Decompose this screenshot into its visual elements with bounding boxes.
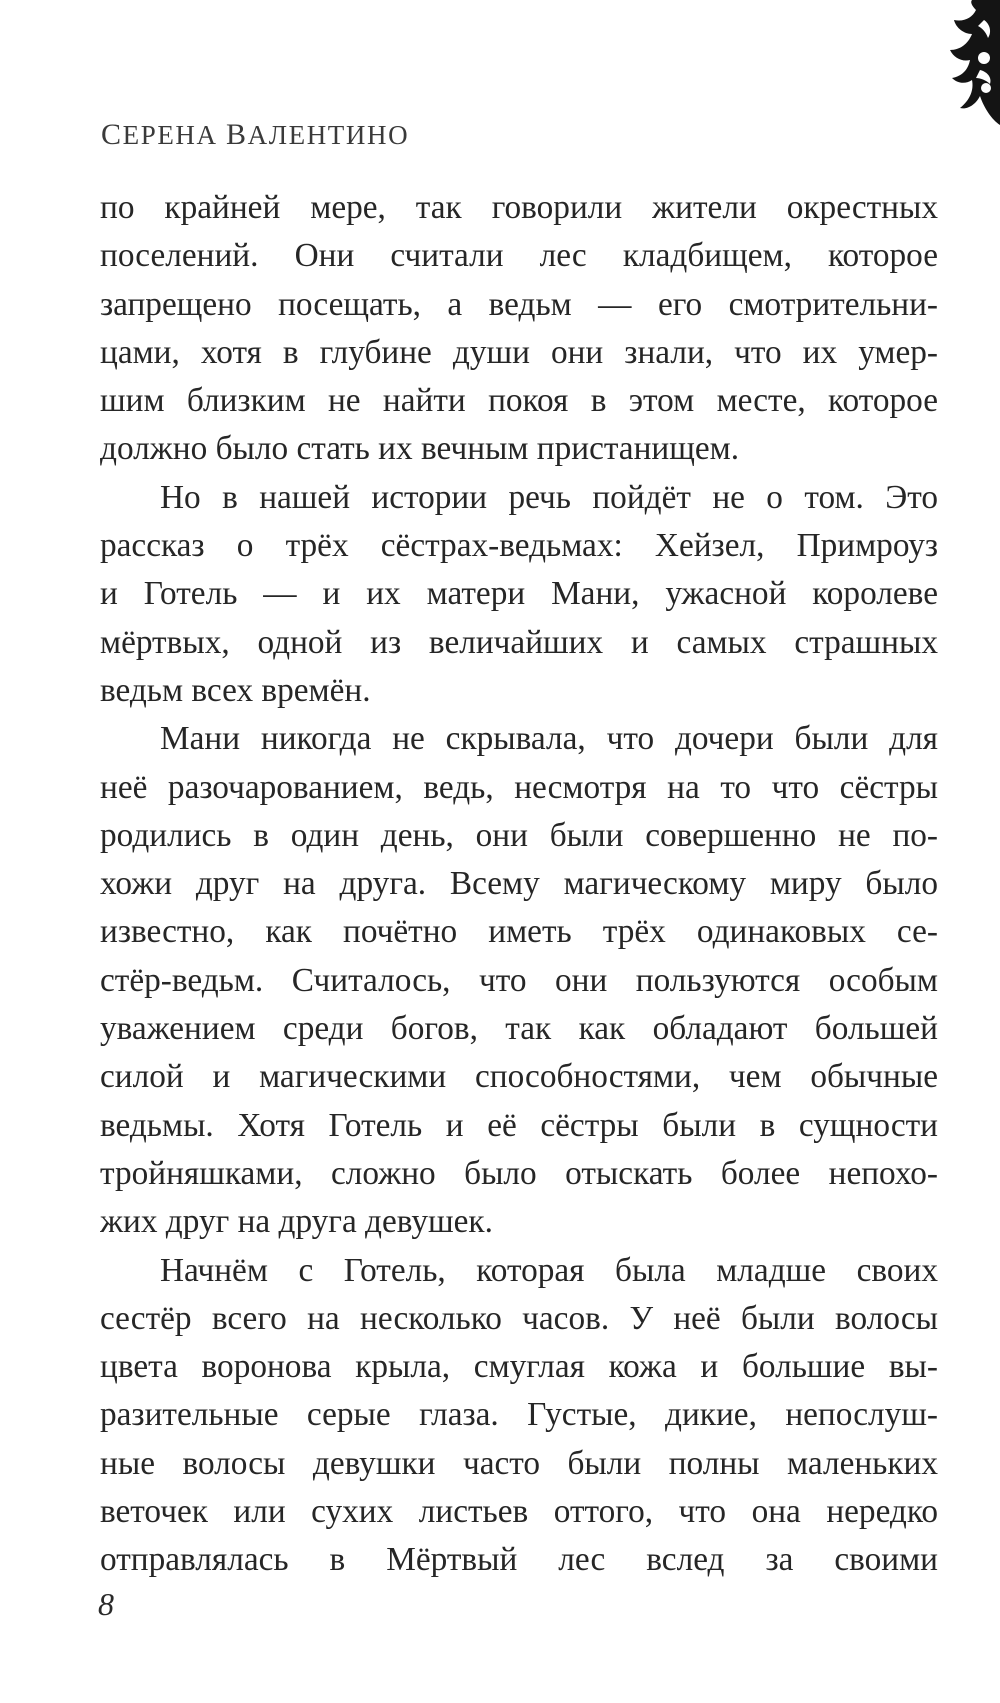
body-text — [100, 184, 938, 1585]
text-line: известно, как почётно иметь трёх одинаковых се- — [100, 913, 938, 951]
paragraph-2 — [100, 474, 938, 715]
corner-ornament-icon — [880, 0, 1000, 140]
text-line: и Готель — и их матери Мани, ужасной королеве — [100, 575, 938, 613]
text-line: сестёр всего на несколько часов. У неё были волосы — [100, 1299, 938, 1337]
text-line: поселений. Они считали лес кладбищем, которое — [100, 237, 938, 275]
text-line: веточек или сухих листьев оттого, что она нередко — [100, 1493, 938, 1531]
text-line: отправлялась в Мёртвый лес вслед за своими — [100, 1541, 938, 1579]
text-line: стёр-ведьм. Считалось, что они пользуются особым — [100, 961, 938, 999]
text-line: рассказ о трёх сёстрах-ведьмах: Хейзел, Примроуз — [100, 527, 938, 565]
text-line: жих друг на друга девушек. — [100, 1203, 493, 1241]
page-number: 8 — [98, 1586, 114, 1622]
text-line: силой и магическими способностями, чем обычные — [100, 1058, 938, 1096]
running-head-author: СЕРЕНА ВАЛЕНТИНО — [101, 118, 410, 151]
text-line: мёртвых, одной из величайших и самых страшных — [100, 623, 938, 661]
text-line: родились в один день, они были совершенно не по- — [100, 816, 938, 854]
text-line: по крайней мере, так говорили жители окрестных — [100, 189, 938, 226]
text-line: ведьмы. Хотя Готель и её сёстры были в сущности — [100, 1106, 938, 1144]
text-line: Мани никогда не скрывала, что дочери были для — [160, 720, 938, 758]
text-line: ведьм всех времён. — [100, 671, 371, 709]
text-line: запрещено посещать, а ведьм — его смотрительни- — [100, 285, 938, 323]
text-line: хожи друг на друга. Всему магическому миру было — [100, 865, 938, 903]
text-line: разительные серые глаза. Густые, дикие, непослуш- — [100, 1396, 938, 1434]
text-line: Начнём с Готель, которая была младше своих — [160, 1251, 938, 1289]
text-line: тройняшками, сложно было отыскать более непохо- — [100, 1154, 938, 1192]
text-line: цвета воронова крыла, смуглая кожа и большие вы- — [100, 1348, 938, 1386]
paragraph-4 — [100, 1247, 938, 1585]
text-line: уважением среди богов, так как обладают большей — [100, 1010, 938, 1048]
paragraph-3 — [100, 715, 938, 1246]
text-line: цами, хотя в глубине души они знали, что их умер- — [100, 333, 938, 371]
text-line: должно было стать их вечным пристанищем. — [100, 430, 740, 468]
text-line: Но в нашей истории речь пойдёт не о том. Это — [160, 478, 938, 516]
text-line: ные волосы девушки часто были полны маленьких — [100, 1444, 938, 1482]
paragraph-1 — [100, 184, 938, 474]
text-line: неё разочарованием, ведь, несмотря на то что сёстры — [100, 768, 938, 806]
text-line: шим близким не найти покоя в этом месте, которое — [100, 382, 938, 420]
